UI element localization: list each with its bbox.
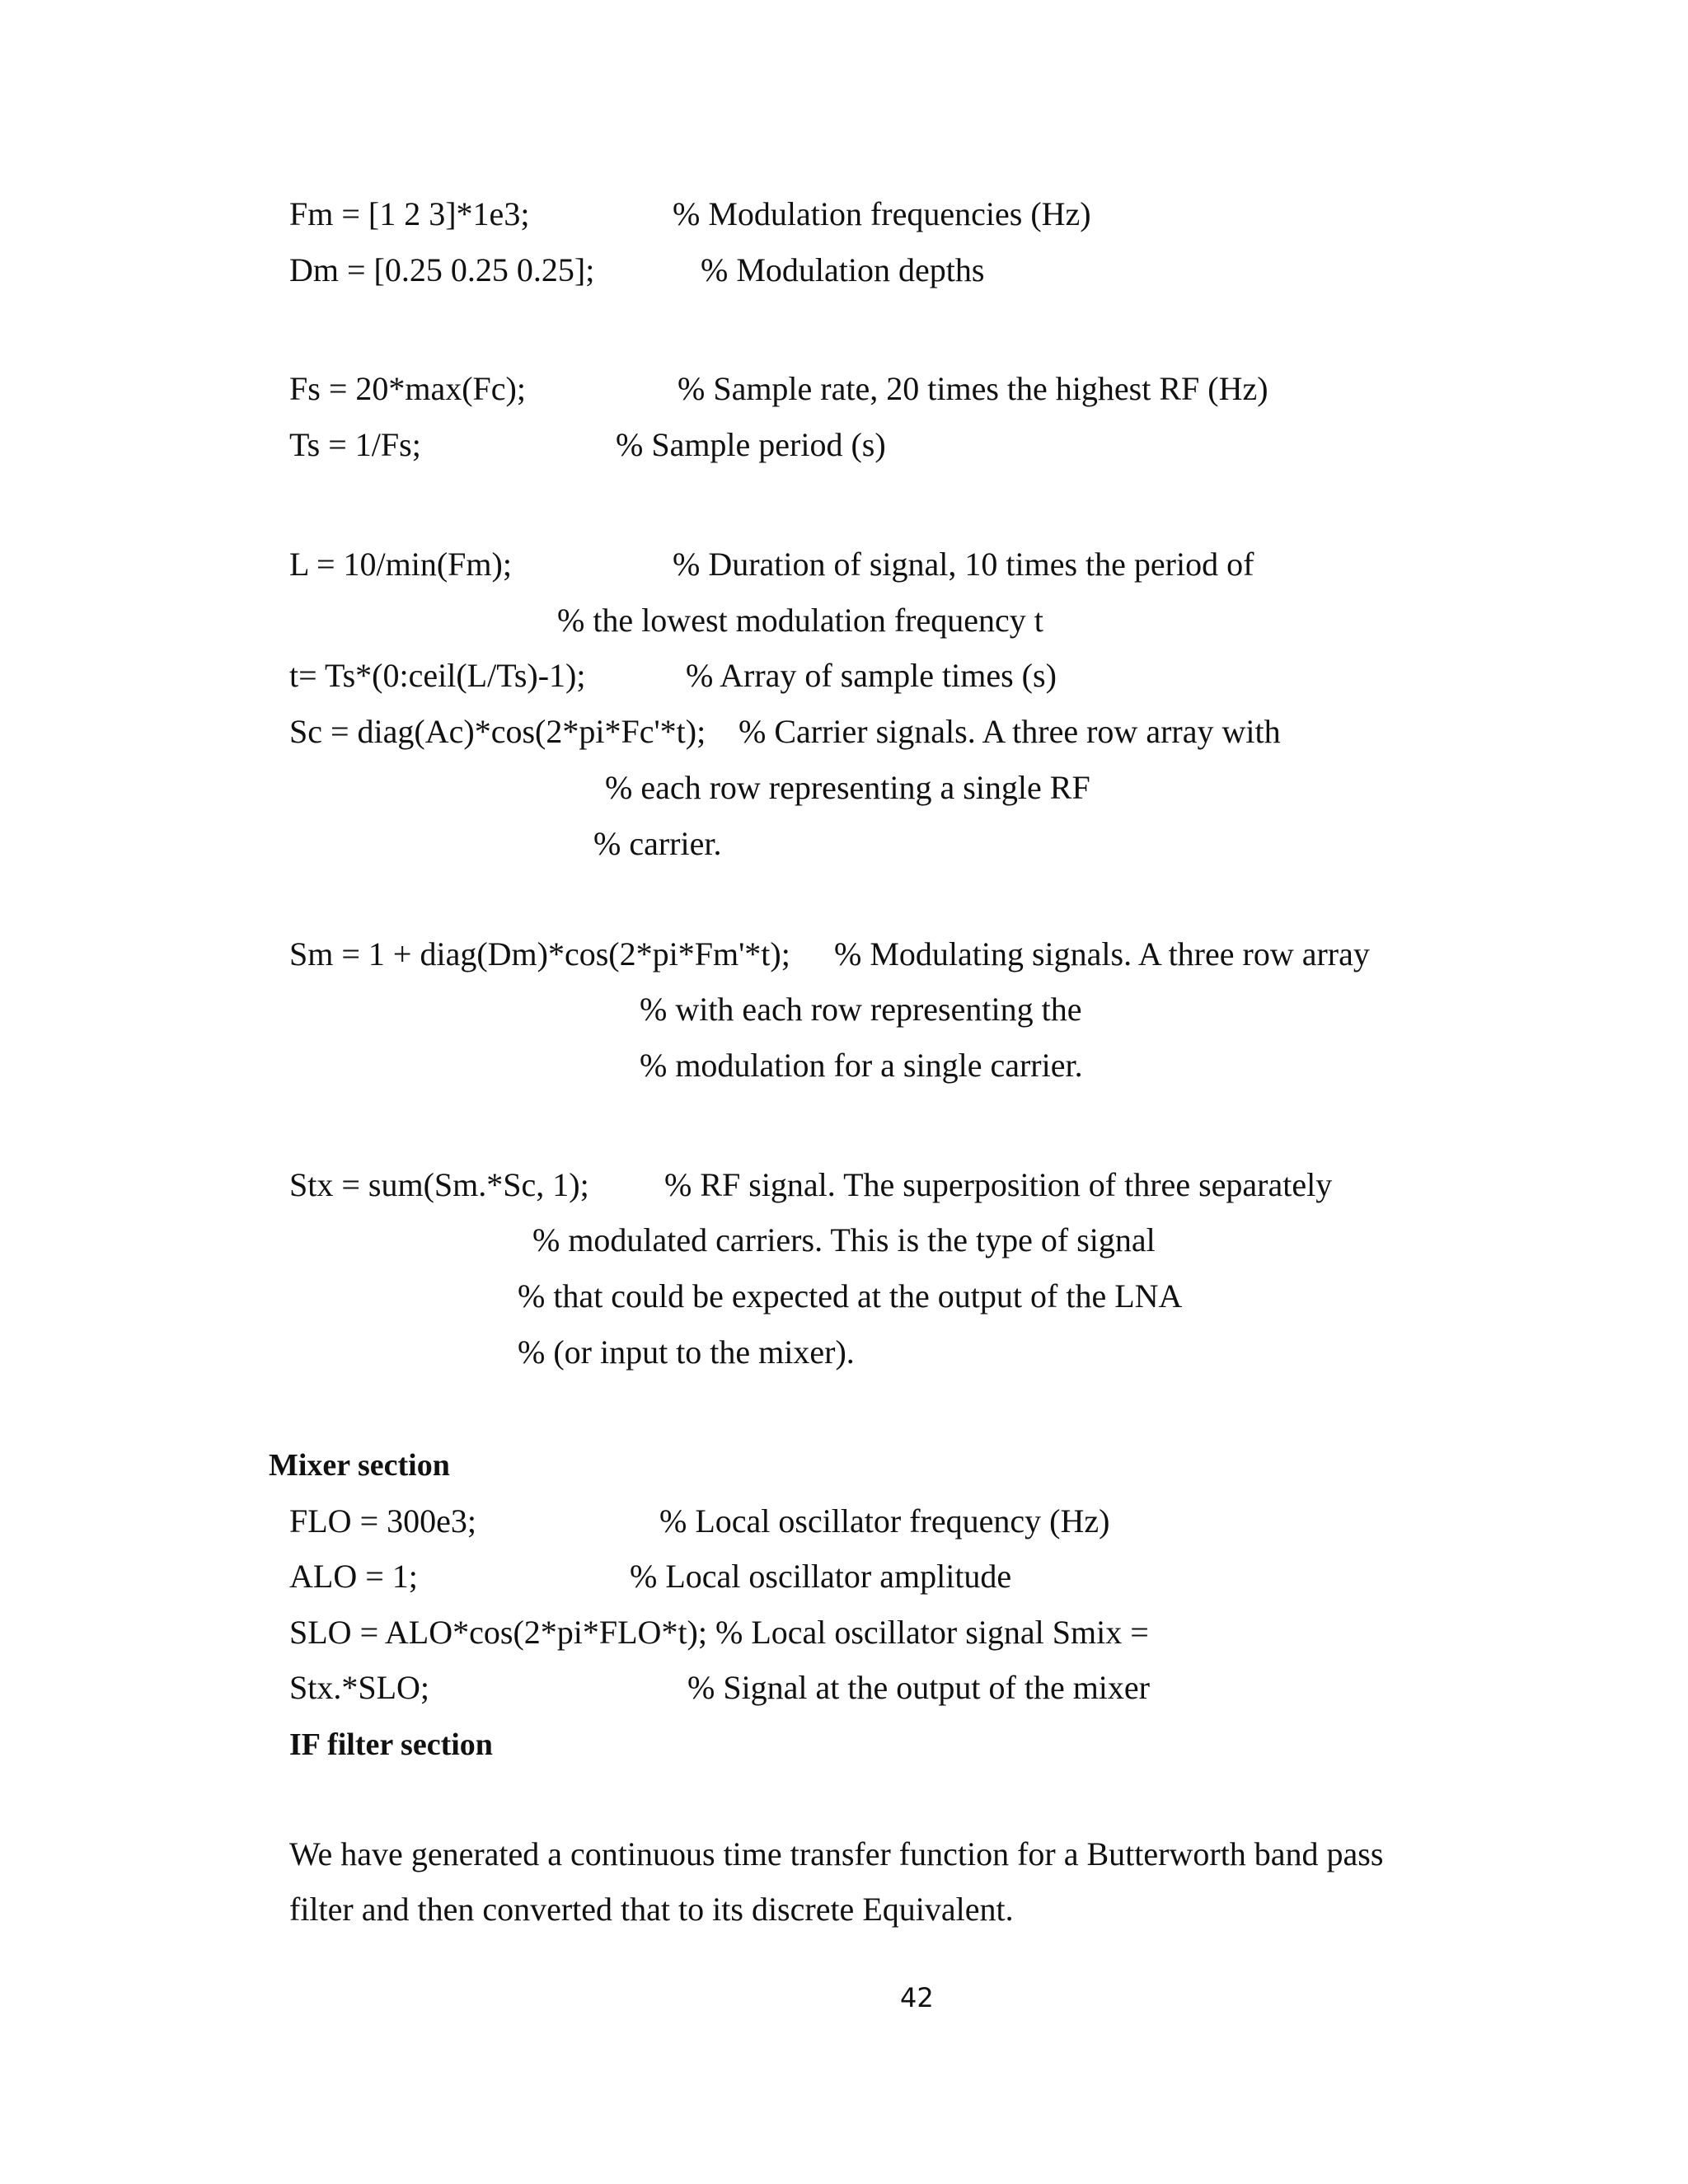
comment-stx-continued-2: % that could be expected at the output of the LNA <box>518 1277 1183 1315</box>
comment-sc: % Carrier signals. A three row array with <box>738 713 1281 750</box>
code-line-fm: Fm = [1 2 3]*1e3; <box>289 195 530 232</box>
code-line-stx: Stx = sum(Sm.*Sc, 1); <box>289 1166 589 1203</box>
comment-t: % Array of sample times (s) <box>686 657 1057 694</box>
code-line-alo: ALO = 1; <box>289 1558 418 1595</box>
code-line-sm: Sm = 1 + diag(Dm)*cos(2*pi*Fm'*t); <box>289 935 790 972</box>
comment-fs: % Sample rate, 20 times the highest RF (Hz) <box>678 370 1268 407</box>
comment-smix: % Signal at the output of the mixer <box>687 1669 1150 1706</box>
code-line-flo: FLO = 300e3; <box>289 1502 476 1540</box>
code-line-slo: SLO = ALO*cos(2*pi*FLO*t); % Local oscillator signal Smix = <box>289 1614 1149 1651</box>
paragraph-line-1: We have generated a continuous time transfer function for a Butterworth band pass <box>289 1835 1384 1872</box>
comment-l-continued: % the lowest modulation frequency t <box>557 602 1043 639</box>
comment-l: % Duration of signal, 10 times the period of <box>673 546 1254 583</box>
comment-stx: % RF signal. The superposition of three separately <box>664 1166 1333 1203</box>
comment-stx-continued-3: % (or input to the mixer). <box>518 1333 855 1371</box>
comment-sm-continued-2: % modulation for a single carrier. <box>640 1047 1083 1084</box>
heading-if-filter-section: IF filter section <box>289 1727 493 1762</box>
code-line-smix: Stx.*SLO; <box>289 1669 430 1706</box>
comment-sm-continued-1: % with each row representing the <box>640 991 1082 1028</box>
comment-fm: % Modulation frequencies (Hz) <box>673 195 1091 232</box>
code-line-dm: Dm = [0.25 0.25 0.25]; <box>289 251 595 288</box>
code-line-sc: Sc = diag(Ac)*cos(2*pi*Fc'*t); <box>289 713 706 750</box>
comment-sm: % Modulating signals. A three row array <box>834 935 1370 972</box>
page-number: 42 <box>900 1982 934 2013</box>
paragraph-line-2: filter and then converted that to its discrete Equivalent. <box>289 1891 1014 1928</box>
code-line-t: t= Ts*(0:ceil(L/Ts)-1); <box>289 657 586 694</box>
comment-sc-continued-1: % each row representing a single RF <box>605 769 1090 806</box>
comment-dm: % Modulation depths <box>701 251 985 288</box>
comment-flo: % Local oscillator frequency (Hz) <box>659 1502 1110 1540</box>
comment-sc-continued-2: % carrier. <box>593 825 722 862</box>
comment-stx-continued-1: % modulated carriers. This is the type of signal <box>532 1221 1156 1258</box>
heading-mixer-section: Mixer section <box>269 1448 450 1483</box>
comment-alo: % Local oscillator amplitude <box>630 1558 1012 1595</box>
comment-ts: % Sample period (s) <box>616 426 886 463</box>
code-line-ts: Ts = 1/Fs; <box>289 426 421 463</box>
code-line-fs: Fs = 20*max(Fc); <box>289 370 526 407</box>
code-line-l: L = 10/min(Fm); <box>289 546 512 583</box>
